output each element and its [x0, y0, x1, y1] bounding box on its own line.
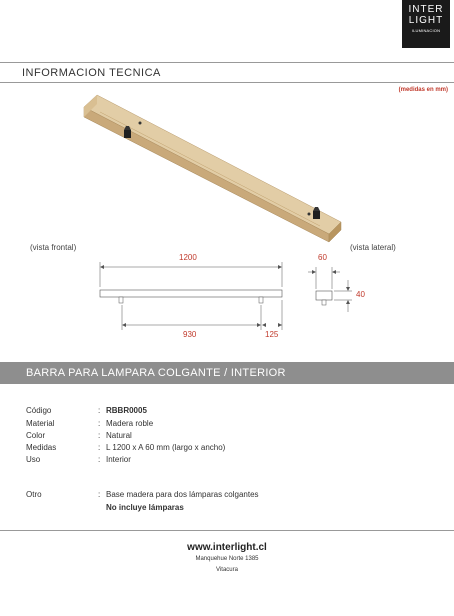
spec-value: L 1200 x A 60 mm (largo x ancho) — [106, 443, 226, 452]
front-view-mount-right — [259, 297, 263, 303]
dim-offset: 125 — [265, 330, 279, 339]
footer-website[interactable]: www.interlight.cl — [187, 542, 267, 553]
spec-key: Material — [26, 419, 55, 428]
wood-bar-illustration — [84, 95, 341, 242]
side-view-label: (vista lateral) — [350, 243, 396, 252]
page-title: INFORMACION TECNICA — [22, 67, 161, 79]
spec-value: Base madera para dos lámparas colgantes — [106, 490, 259, 499]
spec-separator: : — [98, 406, 101, 415]
dim-spacing: 930 — [183, 330, 197, 339]
spec-value: Madera roble — [106, 419, 154, 428]
spec-value: RBBR0005 — [106, 406, 147, 415]
spec-key: Uso — [26, 455, 41, 464]
footer-city: Vitacura — [216, 567, 238, 573]
dim-height: 40 — [356, 290, 365, 299]
units-note: (medidas en mm) — [398, 87, 448, 93]
spec-key: Color — [26, 431, 46, 440]
product-title: BARRA PARA LAMPARA COLGANTE / INTERIOR — [26, 367, 286, 379]
logo-line-2: LIGHT — [408, 15, 444, 26]
spec-key: Otro — [26, 490, 42, 499]
front-view-label: (vista frontal) — [30, 243, 77, 252]
dim-length: 1200 — [179, 253, 197, 262]
spec-separator: : — [98, 490, 101, 499]
spec-note: No incluye lámparas — [106, 503, 184, 512]
product-section-header — [0, 362, 454, 384]
spec-separator: : — [98, 431, 101, 440]
logo-line-3: ILUMINACION — [411, 28, 441, 33]
spec-key: Código — [26, 406, 52, 415]
spec-separator: : — [98, 419, 101, 428]
spec-separator: : — [98, 443, 101, 452]
spec-key: Medidas — [26, 443, 57, 452]
side-view-bar — [316, 291, 332, 300]
front-view-mount-left — [119, 297, 123, 303]
spec-separator: : — [98, 455, 101, 464]
logo-line-1: INTER — [408, 4, 444, 15]
footer-divider — [0, 530, 454, 531]
spec-value: Natural — [106, 431, 132, 440]
dim-width: 60 — [318, 253, 327, 262]
front-view-bar — [100, 290, 282, 297]
spec-value: Interior — [106, 455, 131, 464]
footer-address: Manquehue Norte 1385 — [195, 556, 259, 562]
